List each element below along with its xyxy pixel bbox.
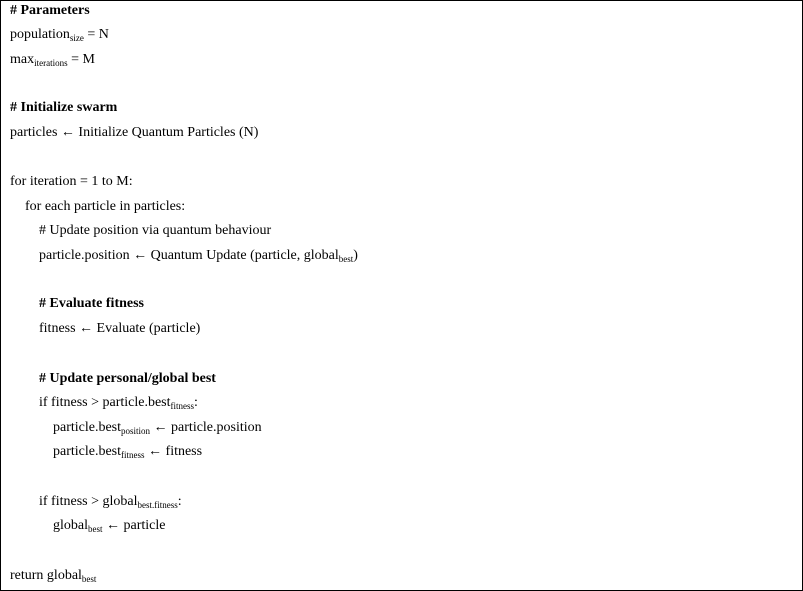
if-personal-best-colon: : <box>194 395 198 410</box>
assign-best-fitness-line <box>53 443 202 461</box>
position-update-close: ) <box>353 248 358 263</box>
initialize-particles-line: particles ← Initialize Quantum Particles (N) <box>10 125 259 140</box>
population-label: population <box>10 27 70 42</box>
assign-global-best-text: global <box>53 518 88 533</box>
if-global-best-line <box>39 493 182 511</box>
outer-for-loop: for iteration = 1 to M: <box>10 174 133 189</box>
population-subscript: size <box>69 33 84 43</box>
if-personal-best-line <box>39 394 198 412</box>
position-update-subscript: best <box>338 254 354 264</box>
update-position-comment: # Update position via quantum behaviour <box>39 223 272 238</box>
assign-best-position-text: particle.best <box>53 420 122 435</box>
assign-best-fitness-text: particle.best <box>53 444 122 459</box>
if-global-best-subscript: best.fitness <box>137 500 178 510</box>
if-personal-best-text: if fitness > particle.best <box>39 395 171 410</box>
position-update-text: particle.position ← Quantum Update (particle, global <box>39 248 339 263</box>
assign-best-position-line <box>53 419 262 437</box>
assign-global-best-subscript: best <box>88 524 103 534</box>
inner-for-loop: for each particle in particles: <box>25 199 186 214</box>
assign-best-fitness-value: ← fitness <box>144 444 203 459</box>
return-text: return global <box>10 568 82 583</box>
assign-global-best-line <box>53 517 165 535</box>
return-line <box>10 567 96 585</box>
update-best-comment: # Update personal/global best <box>39 371 216 386</box>
if-personal-best-subscript: fitness <box>170 401 195 411</box>
max-label: max <box>10 52 35 67</box>
if-global-best-text: if fitness > global <box>39 494 138 509</box>
population-value: = N <box>83 27 109 42</box>
assign-best-position-subscript: position <box>121 426 151 436</box>
population-size-line <box>10 26 109 44</box>
assign-best-position-value: ← particle.position <box>150 420 262 435</box>
position-update-line <box>39 247 358 265</box>
parameters-comment: # Parameters <box>10 3 90 18</box>
evaluate-fitness-comment: # Evaluate fitness <box>39 296 144 311</box>
return-subscript: best <box>81 574 97 584</box>
assign-best-fitness-subscript: fitness <box>121 450 145 460</box>
max-iterations-line <box>10 51 95 69</box>
evaluate-line: fitness ← Evaluate (particle) <box>39 321 201 336</box>
if-global-best-colon: : <box>177 494 182 509</box>
initialize-swarm-comment: # Initialize swarm <box>10 100 118 115</box>
assign-global-best-value: ← particle <box>102 518 166 533</box>
max-subscript: iterations <box>34 58 68 68</box>
max-value: = M <box>67 52 95 67</box>
